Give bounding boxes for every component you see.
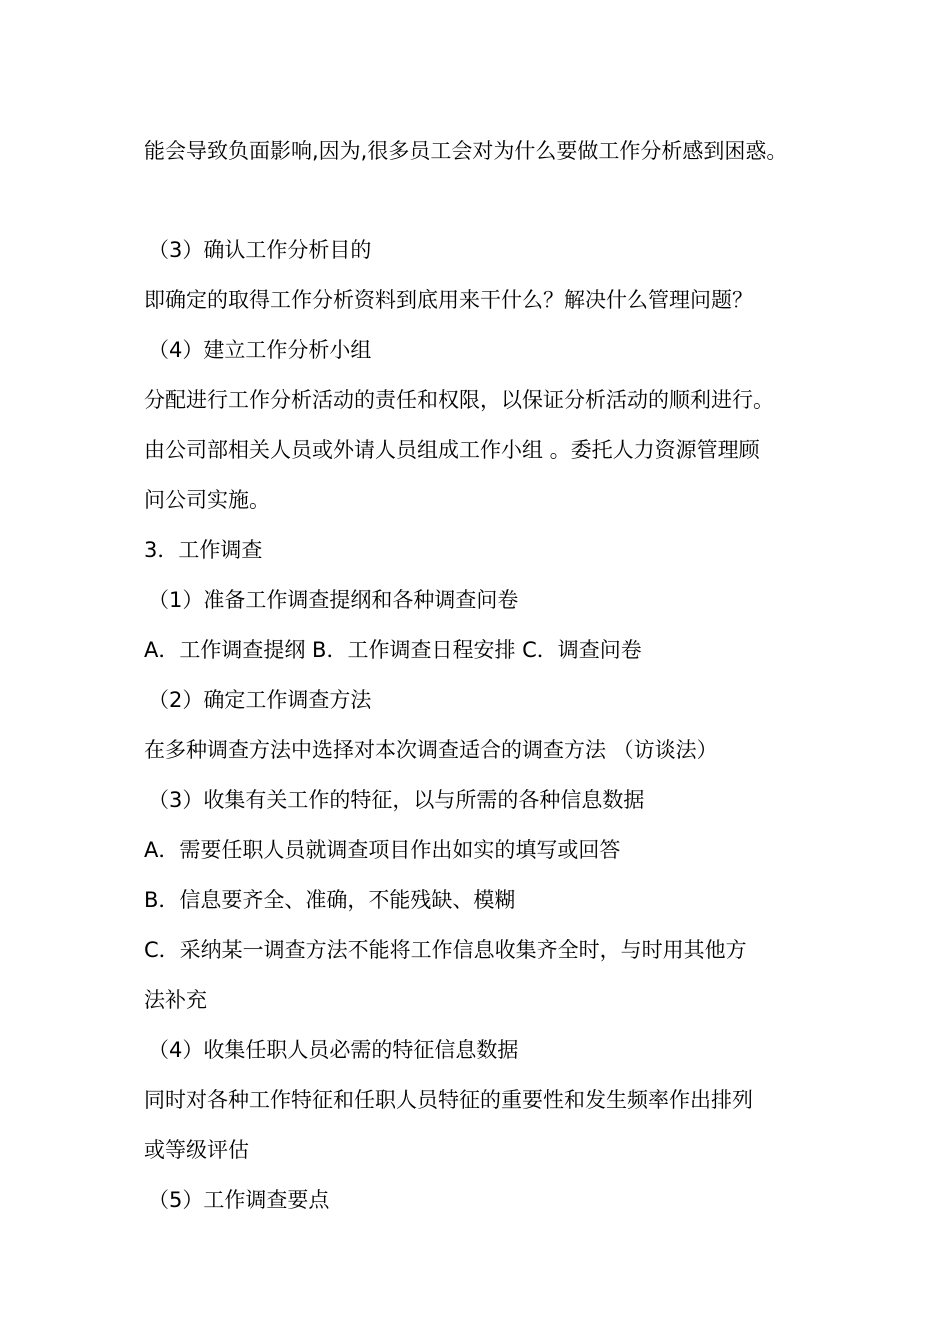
paragraph-line: 同时对各种工作特征和任职人员特征的重要性和发生频率作出排列 <box>144 1088 753 1112</box>
subheading-collect-features: （3）收集有关工作的特征，以与所需的各种信息数据 <box>148 788 645 812</box>
list-line: B．信息要齐全、准确，不能残缺、模糊 <box>144 888 516 912</box>
list-line: A．需要任职人员就调查项目作出如实的填写或回答 <box>144 838 621 862</box>
subheading-collect-staff-data: （4）收集任职人员必需的特征信息数据 <box>148 1038 519 1062</box>
paragraph-line: 能会导致负面影响,因为,很多员工会对为什么要做工作分析感到困惑。 <box>144 139 788 163</box>
paragraph-line: 在多种调查方法中选择对本次调查适合的调查方法 （访谈法） <box>144 738 718 762</box>
list-line: A．工作调查提纲 B．工作调查日程安排 C．调查问卷 <box>144 638 642 662</box>
paragraph-line: 或等级评估 <box>144 1138 249 1162</box>
list-line: C．采纳某一调查方法不能将工作信息收集齐全时，与时用其他方 <box>144 938 747 962</box>
subheading-prepare-outline: （1）准备工作调查提纲和各种调查问卷 <box>148 588 519 612</box>
paragraph-line: 问公司实施。 <box>144 488 270 512</box>
subheading-survey-points: （5）工作调查要点 <box>148 1188 330 1212</box>
subheading-build-team: （4）建立工作分析小组 <box>148 338 372 362</box>
subheading-survey-method: （2）确定工作调查方法 <box>148 688 372 712</box>
list-line: 法补充 <box>144 988 207 1012</box>
paragraph-line: 分配进行工作分析活动的责任和权限，以保证分析活动的顺利进行。 <box>144 388 774 412</box>
subheading-confirm-purpose: （3）确认工作分析目的 <box>148 238 372 262</box>
section-heading-job-survey: 3．工作调查 <box>144 538 263 562</box>
paragraph-line: 由公司部相关人员或外请人员组成工作小组 。委托人力资源管理顾 <box>144 438 760 462</box>
paragraph-line: 即确定的取得工作分析资料到底用来干什么？解决什么管理问题？ <box>144 288 753 312</box>
